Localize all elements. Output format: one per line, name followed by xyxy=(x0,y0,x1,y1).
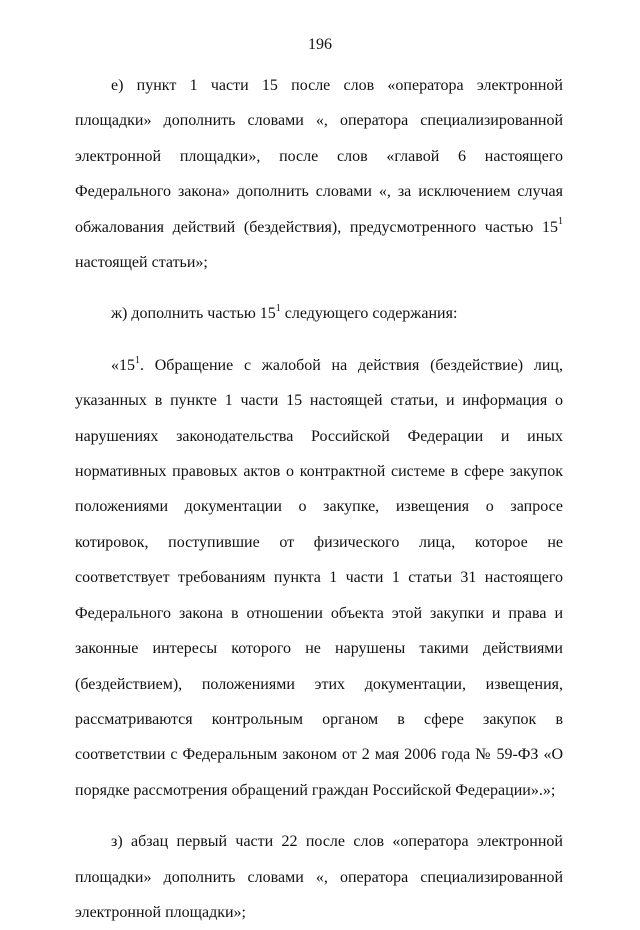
paragraph-15-1-tail: . Обращение с жалобой на действия (бездействие) лиц, указанных в пункте 1 части 15 настоящей статьи, и информация о нарушениях законодательства Российской Федерации и иных нормативных правовых актов о контрактной системе в сфере закупок положениями документации о закупке, извещения о запросе котировок, поступившие от физического лица, которое не соответствует требованиям пункта 1 части 1 статьи 31 настоящего Федерального закона в отношении объекта этой закупки и права и законные интересы которого не нарушены такими действиями (бездействием), положениями этих документации, извещения, рассматриваются контрольным органом в сфере закупок в соответствии с Федеральным законом от 2 мая 2006 года № 59-ФЗ «О порядке рассмотрения обращений граждан Российской Федерации».»; xyxy=(75,356,563,799)
superscript: 1 xyxy=(275,303,281,315)
paragraph-15-1-text: «15 xyxy=(111,356,135,374)
paragraph-zh-tail: следующего содержания: xyxy=(280,305,458,323)
paragraph-e xyxy=(75,68,563,280)
paragraph-zh xyxy=(75,296,563,331)
superscript: 1 xyxy=(558,216,563,228)
paragraph-zh-text: ж) дополнить частью 15 xyxy=(111,305,276,323)
paragraph-z-text: з) абзац первый части 22 после слов «оператора электронной площадки» дополнить словами «, оператора специализированной электронной площадки»; xyxy=(75,833,563,921)
page-number: 196 xyxy=(308,36,332,53)
document-body xyxy=(75,68,563,930)
paragraph-z xyxy=(75,824,563,930)
paragraph-e-text: е) пункт 1 части 15 после слов «оператора электронной площадки» дополнить словами «, оператора специализированной электронной площадки», после слов «главой 6 настоящего Федерального закона» дополнить словами «, за исключением случая обжалования действий (бездействия), предусмотренного частью 15 xyxy=(75,77,563,236)
superscript: 1 xyxy=(135,354,140,366)
paragraph-15-1 xyxy=(75,348,563,808)
paragraph-e-tail: настоящей статьи»; xyxy=(75,254,208,272)
